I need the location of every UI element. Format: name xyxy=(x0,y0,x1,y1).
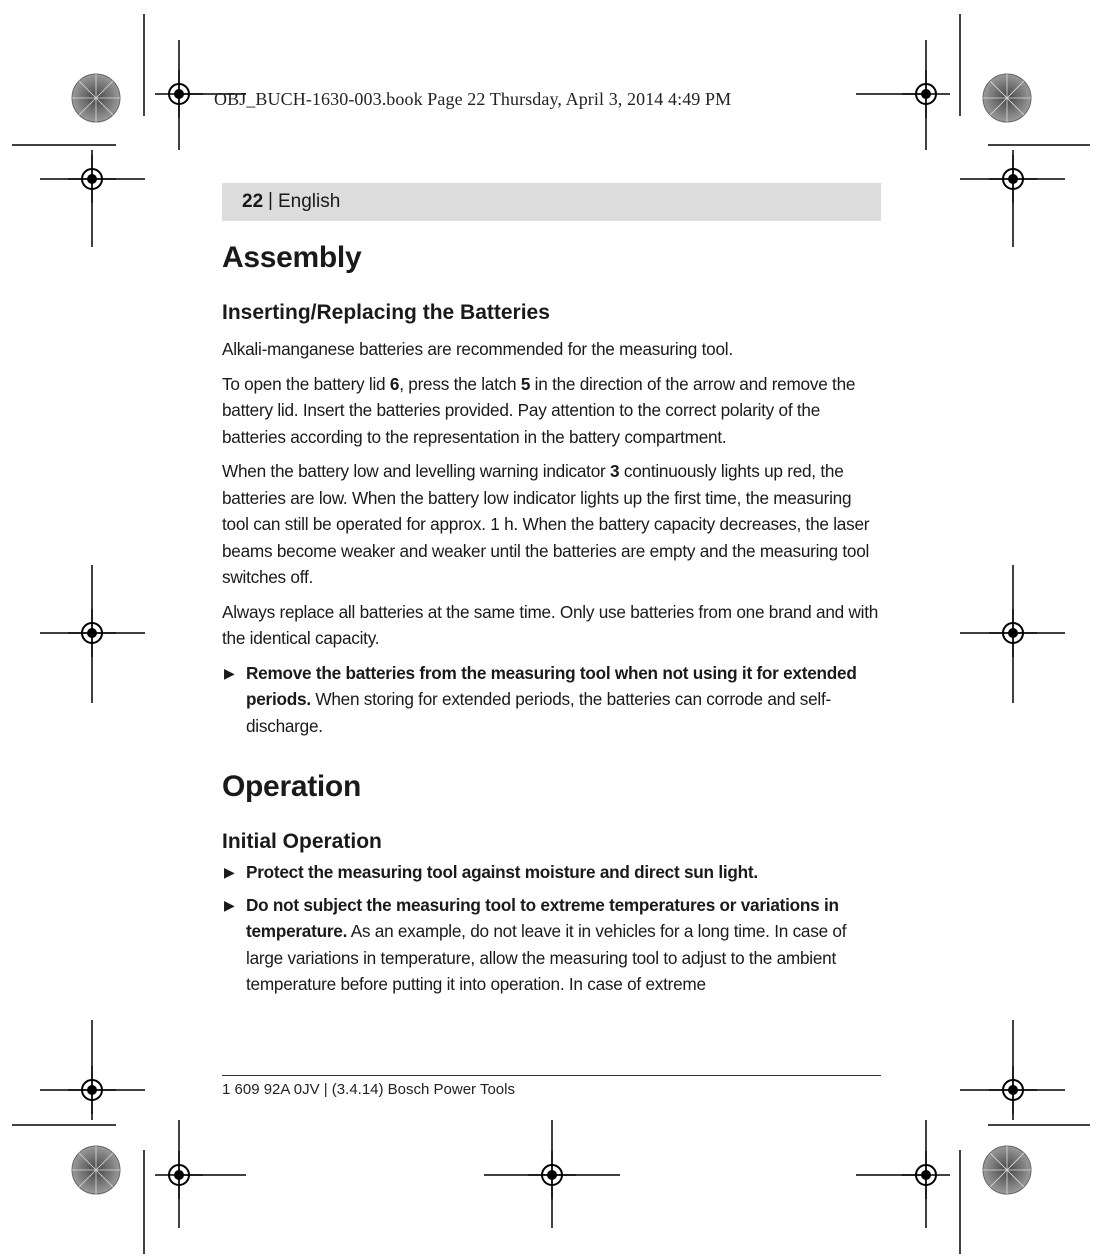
footer-rule xyxy=(222,1075,881,1076)
print-header-line: OBJ_BUCH-1630-003.book Page 22 Thursday, April 3, 2014 4:49 PM xyxy=(214,89,732,109)
section-title-assembly: Assembly xyxy=(222,241,362,274)
color-wheel-mark-bottom-left xyxy=(72,1146,120,1194)
header-separator: | xyxy=(268,190,273,211)
subsection-title-batteries: Inserting/Replacing the Batteries xyxy=(222,301,550,324)
subsection-title-initial-operation: Initial Operation xyxy=(222,830,382,853)
footer-text: 1 609 92A 0JV | (3.4.14) Bosch Power Tools xyxy=(222,1081,515,1098)
color-wheel-mark-top-left xyxy=(72,74,120,122)
paragraph-replace-batteries: Always replace all batteries at the same time. Only use batteries from one brand and with the identical capacity. xyxy=(222,601,879,648)
page-number: 22 xyxy=(242,191,264,212)
page-header-band xyxy=(222,183,881,221)
page-body xyxy=(222,236,881,998)
bullet-arrow-icon: ▶ xyxy=(224,664,235,681)
bullet-protect-moisture: ▶ Protect the measuring tool against moisture and direct sun light. xyxy=(222,859,881,886)
section-title-operation: Operation xyxy=(222,770,361,803)
bullet-remove-batteries: ▶ Remove the batteries from the measuring tool when not using it for extended periods. When storing for extended periods, the batteries can corrode and self-discharge. xyxy=(222,660,881,740)
paragraph-battery-low-indicator: When the battery low and levelling warning indicator 3 continuously lights up red, the batteries are low. When the battery low indicator lights up the first time, the measuring tool can still be operated for approx. 1 h. When the battery capacity decreases, the laser beams become weaker and weaker until the batteries are empty and the measuring tool switches off. xyxy=(222,461,870,587)
paragraph-battery-recommendation: Alkali-manganese batteries are recommended for the measuring tool. xyxy=(222,339,733,359)
color-wheel-mark-top-right xyxy=(983,74,1031,122)
color-wheel-mark-bottom-right xyxy=(983,1146,1031,1194)
language-label: English xyxy=(278,191,341,212)
bullet-arrow-icon: ▶ xyxy=(224,896,235,913)
paragraph-open-battery-lid: To open the battery lid 6, press the latch 5 in the direction of the arrow and remove the battery lid. Insert the batteries provided. Pay attention to the correct polarity of the batteries according to the representation in the battery compartment. xyxy=(222,373,856,447)
bullet-arrow-icon: ▶ xyxy=(224,864,235,880)
bullet-extreme-temperatures: ▶ Do not subject the measuring tool to extreme temperatures or variations in temperature. As an example, do not leave it in vehicles for a long time. In case of large variations in temperature, allow the measuring tool to adjust to the ambient temperature before putting it into operation. In case of extreme xyxy=(222,892,881,998)
